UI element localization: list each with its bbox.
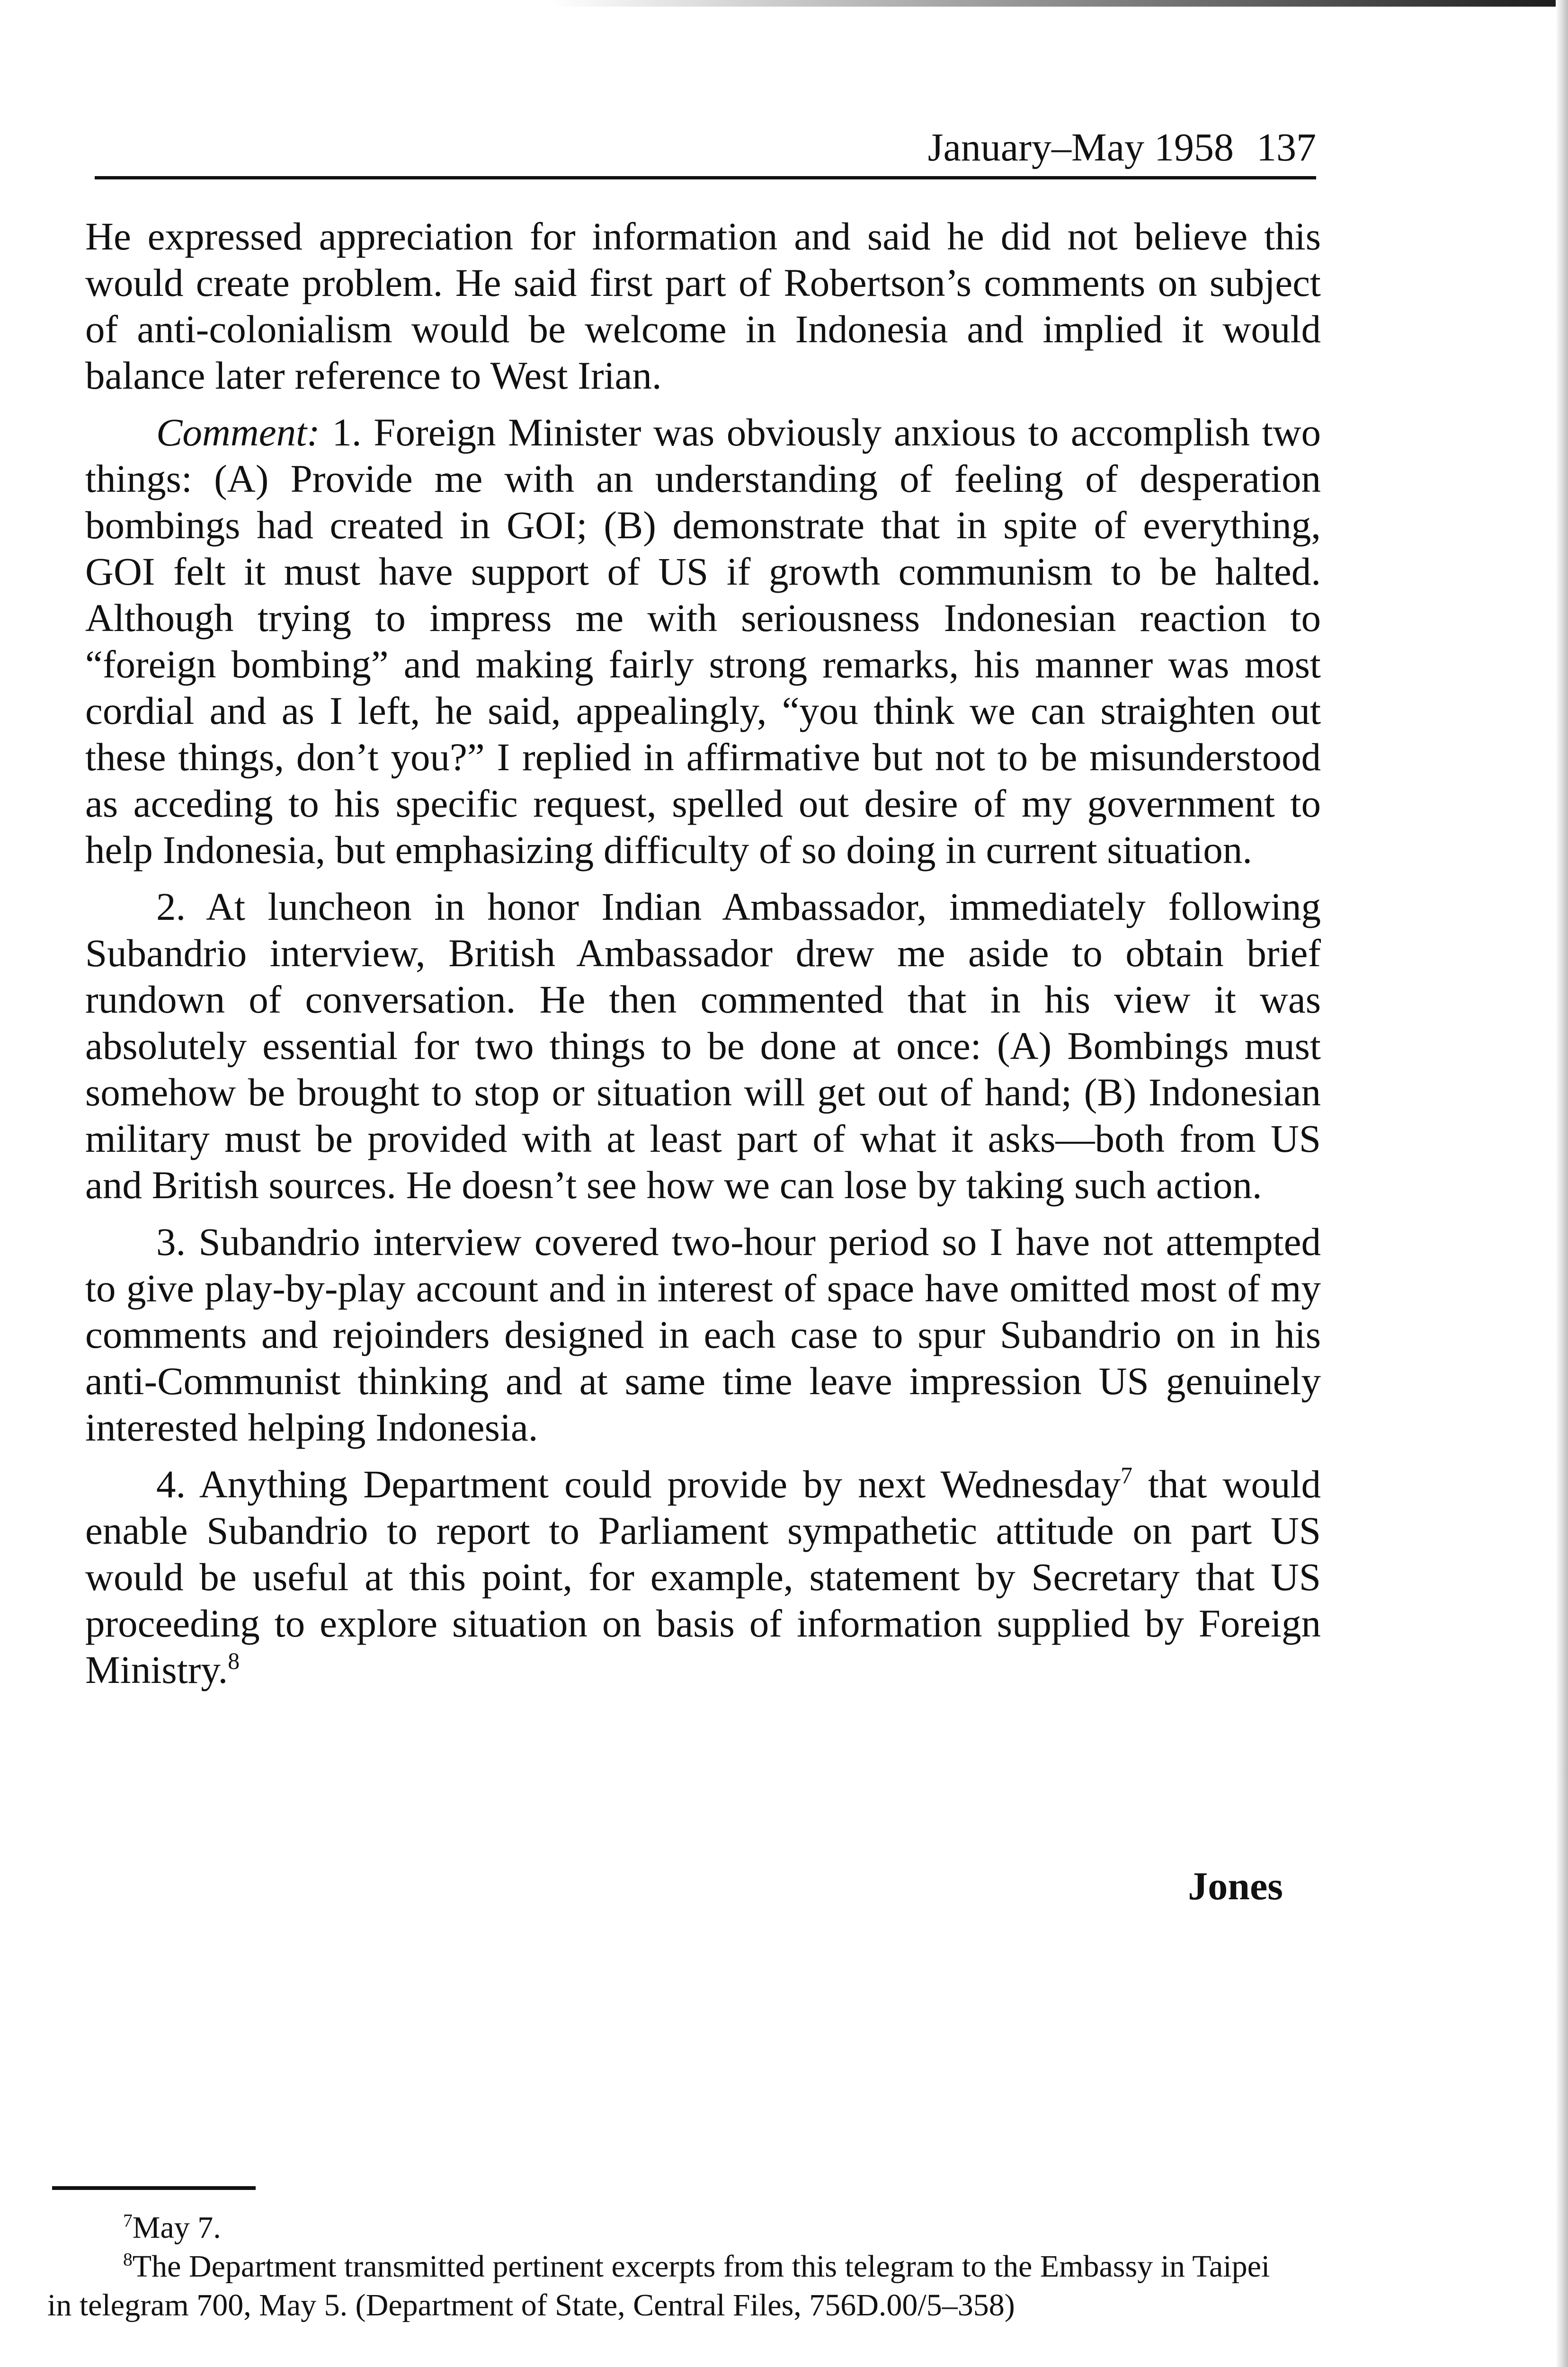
footnote-text: The Department transmitted pertinent excerpts from this telegram to the Embassy in Taipei in telegram 700, May 5. (Department of State, Central Files, 756D.00/5–358) bbox=[47, 2249, 1270, 2323]
footnote-ref-8: 8 bbox=[228, 1648, 240, 1674]
paragraph-4 bbox=[85, 1461, 1321, 1693]
footnote-text: May 7. bbox=[132, 2210, 221, 2245]
paragraph-1: He expressed appreciation for information and said he did not believe this would create problem. He said first part of Robertson’s comments on subject of anti-colonialism would be welcome in Indonesia and implied it would balance later reference to West Irian. bbox=[85, 214, 1321, 397]
paragraph-comment bbox=[85, 409, 1321, 873]
paragraph-4-start: 4. Anything Department could provide by next Wednesday bbox=[156, 1462, 1121, 1506]
paragraph-2: 2. At luncheon in honor Indian Ambassador, immediately following Subandrio interview, British Ambassador drew me aside to obtain brief rundown of conversation. He then commented that in his view it was absolutely essential for two things to be done at once: (A) Bombings must somehow be brought to stop or situation will get out of hand; (B) Indonesian military must be provided with at least part of what it asks—both from US and British sources. He doesn’t see how we can lose by taking such action. bbox=[85, 885, 1321, 1207]
body-text bbox=[85, 213, 1321, 1703]
top-edge-shadow bbox=[0, 0, 1568, 7]
footnotes bbox=[47, 2208, 1302, 2325]
comment-label: Comment: bbox=[156, 410, 320, 454]
footnote-ref-7: 7 bbox=[1121, 1462, 1132, 1489]
footnote-rule bbox=[52, 2186, 256, 2190]
header-rule bbox=[95, 176, 1316, 179]
running-head-title: January–May 1958 bbox=[927, 125, 1234, 169]
footnote-7 bbox=[47, 2208, 1302, 2247]
paragraph-3: 3. Subandrio interview covered two-hour period so I have not attempted to give play-by-play account and in interest of space have omitted most of my comments and rejoinders designed in each case to spur Subandrio on in his anti-Communist thinking and at same time leave impression US genuinely interested helping Indonesia. bbox=[85, 1220, 1321, 1449]
footnote-marker: 8 bbox=[123, 2249, 133, 2270]
paragraph-4-end: that would enable Subandrio to report to Parliament sympathetic attitude on part US would be useful at this point, for example, statement by Secretary that US proceeding to explore situation on basis of information supplied by Foreign Ministry. bbox=[85, 1462, 1321, 1691]
page-number: 137 bbox=[1256, 125, 1316, 169]
footnote-8 bbox=[47, 2247, 1302, 2325]
signature: Jones bbox=[1188, 1864, 1283, 1908]
page-edge-shadow bbox=[1556, 0, 1568, 2367]
comment-text: 1. Foreign Minister was obviously anxious to accomplish two things: (A) Provide me with an understanding of feeling of desperation bombings had created in GOI; (B) demonstrate that in spite of everything, GOI felt it must have support of US if growth communism to be halted. Although trying to impress me with seriousness Indonesian reaction to “foreign bombing” and making fairly strong remarks, his manner was most cordial and as I left, he said, appealingly, “you think we can straighten out these things, don’t you?” I replied in affirmative but not to be misunderstood as acceding to his specific request, spelled out desire of my government to help Indonesia, but emphasizing difficulty of so doing in current situation. bbox=[85, 410, 1321, 872]
running-head bbox=[95, 124, 1316, 171]
footnote-marker: 7 bbox=[123, 2210, 133, 2231]
